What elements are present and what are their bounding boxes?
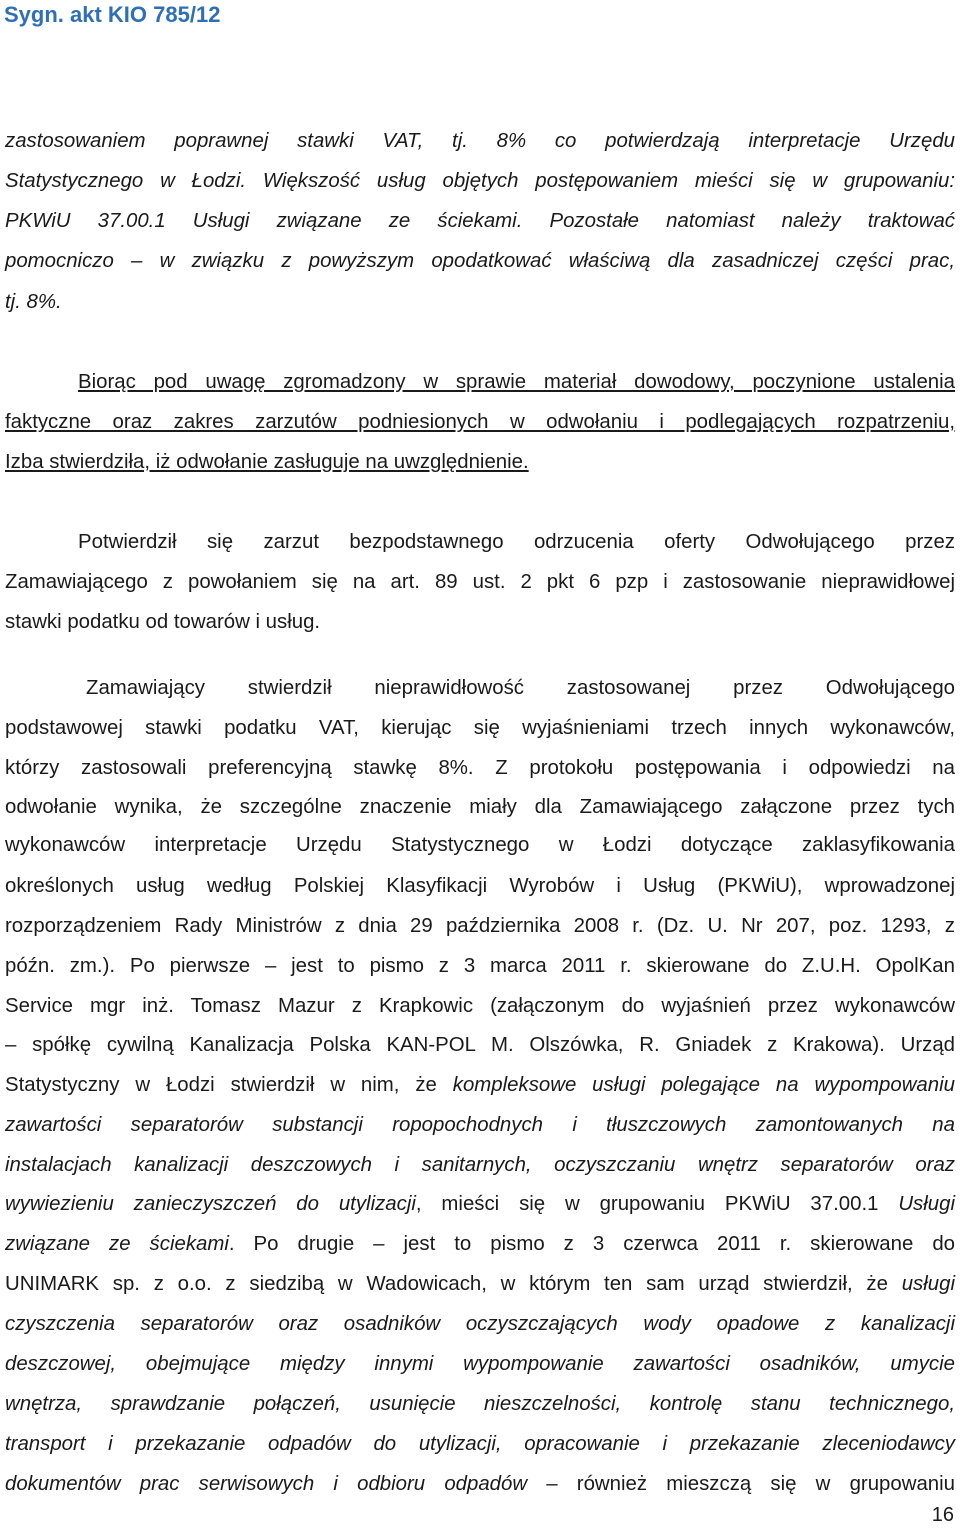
text-line: tj. 8%. [5,291,62,313]
text-line: czyszczenia separatorów oraz osadników oczyszczających wody opadowe z kanalizacji [5,1313,955,1335]
quoted-text-run: kompleksowe usługi polegające na wypompowaniu [452,1074,955,1096]
text-line: zastosowaniem poprawnej stawki VAT, tj. 8% co potwierdzają interpretacje Urzędu [5,130,955,152]
text-line: Potwierdził się zarzut bezpodstawnego odrzucenia oferty Odwołującego przez [78,531,955,553]
quoted-text-run: dokumentów prac serwisowych i odbioru odpadów [5,1473,528,1495]
text-line: pomocniczo – w związku z powyższym opodatkować właściwą dla zasadniczej części prac, [5,250,955,272]
text-line: Biorąc pod uwagę zgromadzony w sprawie materiał dowodowy, poczynione ustalenia [78,371,955,393]
text-line: podstawowej stawki podatku VAT, kierując się wyjaśnieniami trzech innych wykonawców, [5,717,955,739]
text-line: faktyczne oraz zakres zarzutów podniesionych w odwołaniu i podlegających rozpatrzeniu, [5,411,955,433]
case-number-header: Sygn. akt KIO 785/12 [4,2,221,27]
text-line: rozporządzeniem Rady Ministrów z dnia 29 października 2008 r. (Dz. U. Nr 207, poz. 1293, z [5,915,955,937]
text-line: – spółkę cywilną Kanalizacja Polska KAN-POL M. Olszówka, R. Gniadek z Krakowa). Urząd [5,1034,955,1056]
text-line: odwołanie wynika, że szczególne znaczenie miały dla Zamawiającego załączone przez tych [5,796,955,818]
text-line [5,1270,955,1298]
text-line: Service mgr inż. Tomasz Mazur z Krapkowic (załączonym do wyjaśnień przez wykonawców [5,995,955,1017]
text-line: transport i przekazanie odpadów do utylizacji, opracowanie i przekazanie zleceniodawcy [5,1433,955,1455]
text-line: Izba stwierdziła, iż odwołanie zasługuje na uwzględnienie. [5,451,529,473]
quoted-text-run: związane ze ściekami [5,1233,229,1255]
text-line: zawartości separatorów substancji ropopochodnych i tłuszczowych zamontowanych na [5,1114,955,1136]
text-line: wnętrza, sprawdzanie połączeń, usunięcie nieszczelności, kontrolę stanu technicznego, [5,1393,955,1415]
text-line [5,1470,955,1498]
quoted-text-run: Usługi [898,1193,955,1215]
text-line: deszczowej, obejmujące między innymi wypompowanie zawartości osadników, umycie [5,1353,955,1375]
text-line: późn. zm.). Po pierwsze – jest to pismo z 3 marca 2011 r. skierowane do Z.U.H. OpolKan [5,955,955,977]
page-number: 16 [931,1504,954,1526]
text-run: – również mieszczą się w grupowaniu [527,1473,955,1495]
text-run: UNIMARK sp. z o.o. z siedzibą w Wadowicach, w którym ten sam urząd stwierdził, że [5,1273,902,1295]
text-line [5,1190,955,1218]
text-line: PKWiU 37.00.1 Usługi związane ze ściekami. Pozostałe natomiast należy traktować [5,210,955,232]
text-line: określonych usług według Polskiej Klasyfikacji Wyrobów i Usług (PKWiU), wprowadzonej [5,875,955,897]
text-run: , mieści się w grupowaniu PKWiU 37.00.1 [415,1193,899,1215]
quoted-text-run: wywiezieniu zanieczyszczeń do utylizacji [5,1193,416,1215]
text-line [5,1230,955,1258]
text-line: wykonawców interpretacje Urzędu Statystycznego w Łodzi dotyczące zaklasyfikowania [5,834,955,856]
text-line: Zamawiający stwierdził nieprawidłowość zastosowanej przez Odwołującego [86,677,955,699]
text-line: którzy zastosowali preferencyjną stawkę 8%. Z protokołu postępowania i odpowiedzi na [5,757,955,779]
text-run: Statystyczny w Łodzi stwierdził w nim, że [5,1074,453,1096]
text-line: instalacjach kanalizacji deszczowych i sanitarnych, oczyszczaniu wnętrz separatorów oraz [5,1154,955,1176]
text-line [5,1071,955,1099]
text-run: . Po drugie – jest to pismo z 3 czerwca 2011 r. skierowane do [228,1233,956,1255]
text-line: stawki podatku od towarów i usług. [5,611,321,633]
text-line: Zamawiającego z powołaniem się na art. 89 ust. 2 pkt 6 pzp i zastosowanie nieprawidłowej [5,571,955,593]
quoted-text-run: usługi [901,1273,955,1295]
text-line: Statystycznego w Łodzi. Większość usług objętych postępowaniem mieści się w grupowaniu: [5,170,955,192]
